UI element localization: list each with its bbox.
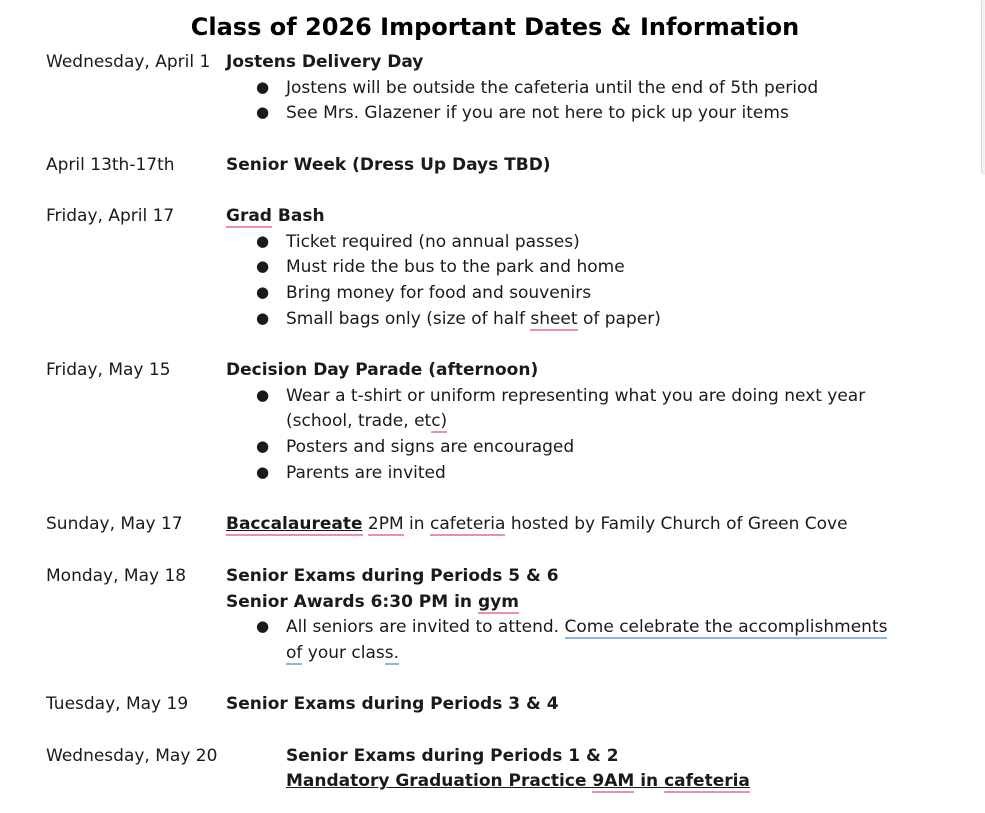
heading-text: Bash bbox=[271, 206, 325, 226]
bullet-item bbox=[0, 309, 985, 335]
bullet-item bbox=[0, 463, 985, 489]
grammar-suggestion[interactable]: of bbox=[286, 643, 303, 663]
event-date: Wednesday, May 20 bbox=[46, 746, 218, 766]
bullet-item bbox=[0, 78, 985, 104]
event-heading: Senior Exams during Periods 5 & 6 bbox=[226, 566, 559, 586]
event-date: Tuesday, May 19 bbox=[46, 694, 189, 714]
bullet-text: See Mrs. Glazener if you are not here to pick up your items bbox=[286, 103, 789, 123]
bullet-icon: ● bbox=[256, 463, 270, 481]
event-date: Friday, May 15 bbox=[46, 360, 171, 380]
bullet-icon: ● bbox=[256, 386, 270, 404]
page-title: Class of 2026 Important Dates & Information bbox=[190, 13, 800, 41]
event-row-grad-bash bbox=[0, 206, 985, 232]
bullet-icon: ● bbox=[256, 437, 270, 455]
bullet-item bbox=[0, 283, 985, 309]
bullet-text: Wear a t-shirt or uniform representing what you are doing next year bbox=[286, 386, 866, 406]
event-subheading-row bbox=[0, 771, 985, 797]
text-run: Small bags only (size of half bbox=[286, 309, 531, 329]
event-row-exams-1-2 bbox=[0, 746, 985, 772]
bullet-item bbox=[0, 437, 985, 463]
bullet-text: Ticket required (no annual passes) bbox=[286, 232, 580, 252]
bullet-icon: ● bbox=[256, 103, 270, 121]
bullet-icon: ● bbox=[256, 617, 270, 635]
text-run: Senior Awards 6:30 PM in bbox=[226, 592, 478, 612]
event-heading: Senior Exams during Periods 3 & 4 bbox=[226, 694, 559, 714]
bullet-continuation bbox=[0, 643, 985, 669]
text-run: hosted by Family Church of Green Cove bbox=[505, 514, 848, 534]
grammar-suggestion[interactable]: s. bbox=[384, 643, 400, 663]
text-run: in bbox=[403, 514, 430, 534]
text-run: (school, trade, et bbox=[286, 411, 432, 431]
spellcheck-word[interactable]: gym bbox=[477, 592, 519, 612]
bullet-icon: ● bbox=[256, 232, 270, 250]
spellcheck-word[interactable]: cafeteria bbox=[429, 514, 506, 534]
event-row-exams-3-4 bbox=[0, 694, 985, 720]
event-date: Monday, May 18 bbox=[46, 566, 187, 586]
bullet-text bbox=[286, 617, 887, 637]
bullet-icon: ● bbox=[256, 309, 270, 327]
bullet-icon: ● bbox=[256, 257, 270, 275]
spellcheck-word[interactable]: cafeteria bbox=[664, 771, 750, 791]
event-row-jostens bbox=[0, 52, 985, 78]
grammar-suggestion[interactable]: Come celebrate the accomplishments bbox=[564, 617, 888, 637]
bullet-text: Parents are invited bbox=[286, 463, 446, 483]
event-date: Wednesday, April 1 bbox=[46, 52, 211, 72]
bullet-text: Must ride the bus to the park and home bbox=[286, 257, 625, 277]
event-date: Friday, April 17 bbox=[46, 206, 175, 226]
event-heading bbox=[226, 206, 325, 226]
event-heading: Decision Day Parade (afternoon) bbox=[226, 360, 539, 380]
spellcheck-word[interactable]: 9AM bbox=[592, 771, 635, 791]
bullet-text bbox=[286, 309, 661, 329]
event-row-senior-awards bbox=[0, 566, 985, 592]
event-heading bbox=[226, 592, 519, 612]
bullet-text: Bring money for food and souvenirs bbox=[286, 283, 592, 303]
text-run: of paper) bbox=[577, 309, 661, 329]
bullet-icon: ● bbox=[256, 283, 270, 301]
event-subheading-row bbox=[0, 592, 985, 618]
event-heading bbox=[226, 514, 848, 534]
bullet-item bbox=[0, 232, 985, 258]
side-panel-edge bbox=[981, 0, 985, 175]
spellcheck-word[interactable]: sheet bbox=[530, 309, 578, 329]
bullet-item bbox=[0, 617, 985, 643]
bullet-text: Posters and signs are encouraged bbox=[286, 437, 575, 457]
bullet-item bbox=[0, 257, 985, 283]
event-heading: Senior Week (Dress Up Days TBD) bbox=[226, 155, 551, 175]
event-date: April 13th-17th bbox=[46, 155, 175, 175]
event-row-baccalaureate bbox=[0, 514, 985, 540]
text-run: All seniors are invited to attend. bbox=[286, 617, 565, 637]
event-heading: Senior Exams during Periods 1 & 2 bbox=[286, 746, 619, 766]
bullet-item bbox=[0, 103, 985, 129]
bullet-text bbox=[286, 643, 399, 663]
spellcheck-word[interactable]: 2PM bbox=[367, 514, 404, 534]
bullet-item bbox=[0, 386, 985, 412]
event-date: Sunday, May 17 bbox=[46, 514, 183, 534]
bullet-continuation bbox=[0, 411, 985, 437]
event-heading: Jostens Delivery Day bbox=[226, 52, 424, 72]
event-heading bbox=[286, 771, 750, 791]
text-run: Mandatory Graduation Practice bbox=[286, 771, 593, 791]
event-row-senior-week bbox=[0, 155, 985, 181]
spellcheck-word[interactable]: c) bbox=[431, 411, 448, 431]
text-run: in bbox=[634, 771, 665, 791]
bullet-text: Jostens will be outside the cafeteria until the end of 5th period bbox=[286, 78, 819, 98]
spellcheck-word[interactable]: Grad bbox=[226, 206, 272, 226]
event-row-decision-day bbox=[0, 360, 985, 386]
bullet-icon: ● bbox=[256, 78, 270, 96]
spellcheck-word[interactable]: Baccalaureate bbox=[226, 514, 363, 534]
text-run: your clas bbox=[302, 643, 385, 663]
bullet-text bbox=[286, 411, 447, 431]
